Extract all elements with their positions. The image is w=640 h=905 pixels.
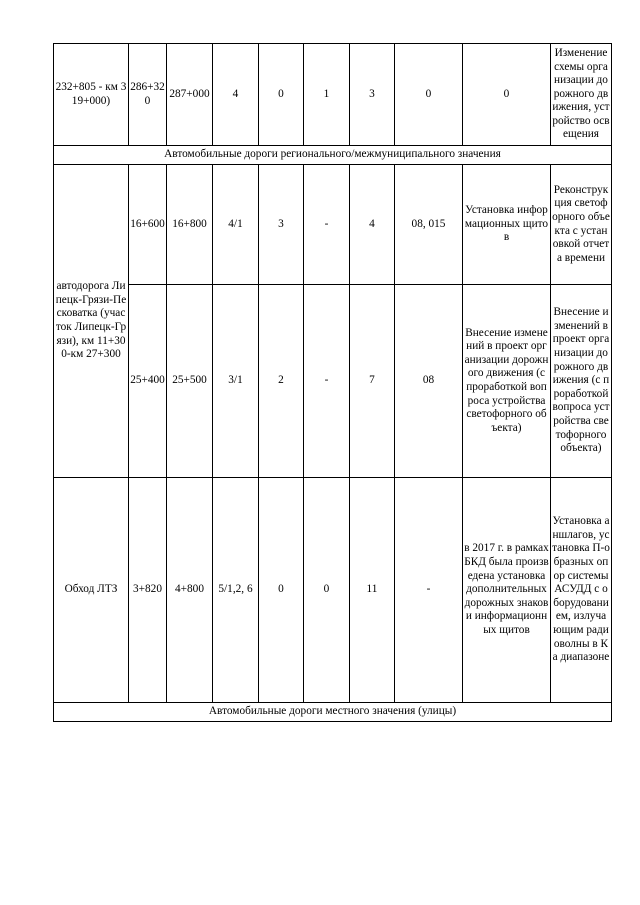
value-cell: -	[304, 165, 350, 285]
document-table	[53, 43, 612, 722]
value-cell: 2	[259, 285, 304, 478]
value-cell: 4	[350, 165, 395, 285]
km-end-cell: 4+800	[167, 478, 213, 703]
km-end-cell: 287+000	[167, 44, 213, 146]
value-cell: 08	[395, 285, 463, 478]
value-cell: 0	[463, 44, 551, 146]
value-cell: 3/1	[213, 285, 259, 478]
table-row	[54, 285, 612, 478]
road-name-cell: автодорога Липецк-Грязи-Песковатка (участок Липецк-Грязи), км 11+300-км 27+300	[54, 165, 129, 478]
value-cell: 0	[259, 478, 304, 703]
measures-cell: Установка аншлагов, установка П-образных опор системы АСУДД с оборудованием, излучающим радиоволны в Ка диапазоне	[551, 478, 612, 703]
value-cell: 1	[304, 44, 350, 146]
value-cell: 3	[259, 165, 304, 285]
measures-cell: Реконструкция светофорного объекта с установкой отчета времени	[551, 165, 612, 285]
measures-cell: Установка информационных щитов	[463, 165, 551, 285]
value-cell: -	[304, 285, 350, 478]
value-cell: 7	[350, 285, 395, 478]
value-cell: 4	[213, 44, 259, 146]
km-end-cell: 25+500	[167, 285, 213, 478]
road-name-cell: Обход ЛТЗ	[54, 478, 129, 703]
value-cell: 0	[259, 44, 304, 146]
table-row	[54, 478, 612, 703]
measures-cell: в 2017 г. в рамках БКД была произведена установка дополнительных дорожных знаков и информационных щитов	[463, 478, 551, 703]
value-cell: -	[395, 478, 463, 703]
section-title: Автомобильные дороги регионального/межмуниципального значения	[54, 146, 612, 165]
value-cell: 0	[395, 44, 463, 146]
measures-cell: Внесение изменений в проект организации дорожного движения (с проработкой вопроса устройства светофорного объекта)	[463, 285, 551, 478]
value-cell: 3	[350, 44, 395, 146]
km-start-cell: 286+320	[129, 44, 167, 146]
value-cell: 0	[304, 478, 350, 703]
value-cell: 5/1,2, 6	[213, 478, 259, 703]
table-row	[54, 44, 612, 146]
section-title: Автомобильные дороги местного значения (улицы)	[54, 703, 612, 722]
measures-cell: Внесение изменений в проект организации дорожного движения (с проработкой вопроса устройства светофорного объекта)	[551, 285, 612, 478]
km-start-cell: 25+400	[129, 285, 167, 478]
road-name-cell: 232+805 - км 319+000)	[54, 44, 129, 146]
km-start-cell: 16+600	[129, 165, 167, 285]
value-cell: 08, 015	[395, 165, 463, 285]
value-cell: 4/1	[213, 165, 259, 285]
table-row	[54, 165, 612, 285]
km-end-cell: 16+800	[167, 165, 213, 285]
section-header-row	[54, 703, 612, 722]
value-cell: 11	[350, 478, 395, 703]
section-header-row	[54, 146, 612, 165]
km-start-cell: 3+820	[129, 478, 167, 703]
measures-cell: Изменение схемы организации дорожного движения, устройство освещения	[551, 44, 612, 146]
